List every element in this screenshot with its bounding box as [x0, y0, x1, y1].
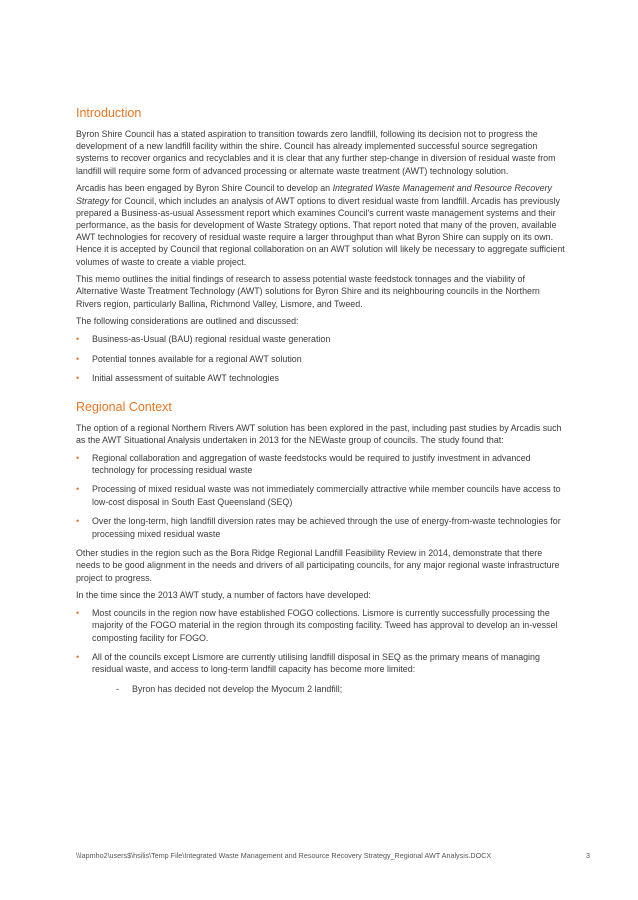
regional-paragraph-3: In the time since the 2013 AWT study, a number of factors have developed: — [76, 590, 371, 601]
list-item-text: Processing of mixed residual waste was not immediately commercially attractive while member councils have access to low-cost disposal in South East Queensland (SEQ) — [92, 484, 561, 507]
list-item-text: Potential tonnes available for a regional AWT solution — [92, 353, 302, 364]
list-item — [76, 483, 566, 507]
bullet-icon: • — [76, 516, 80, 527]
list-item — [76, 515, 566, 539]
list-item-text: All of the councils except Lismore are currently utilising landfill disposal in SEQ as the primary means of managing residual waste, and access to long-term landfill capacity has become more limited: — [92, 652, 540, 675]
bullet-icon: • — [76, 652, 80, 663]
section-heading-regional-context: Regional Context — [76, 399, 172, 414]
strategy-title-italic: Integrated Waste Management and Resource Recovery Strategy — [76, 183, 552, 206]
list-item-text: Regional collaboration and aggregation of waste feedstocks would be required to justify investment in advanced technology for processing residual waste — [92, 452, 531, 475]
document-body — [76, 105, 566, 699]
considerations-list — [76, 333, 566, 385]
footer-file-path: \\lapmho2\users$\hsilis\Temp File\Integrated Waste Management and Resource Recovery Strategy_Regional AWT Analysis.DOCX — [76, 851, 492, 860]
intro-paragraph-2-end: for Council, which includes an analysis of AWT options to divert residual waste from landfill. Arcadis has previously prepared a Business-as-usual Assessment report which examines Council's current waste management systems and their performance, as the basis for development of Waste Strategy options. That report noted that many of the proven, available AWT technologies for recovery of residual waste require a larger throughput than what Byron Shire can supply on its own. Hence it is accepted by Council that regional collaboration on an AWT solution will likely be necessary to aggregate sufficient volumes of waste to create a viable project. — [76, 195, 565, 267]
list-item-text: Most councils in the region now have established FOGO collections. Lismore is currently successfully processing the majority of the FOGO material in the region through its composting facility. Tweed has approval to develop an in-vessel composting facility for FOGO. — [92, 608, 558, 643]
bullet-icon: • — [76, 484, 80, 495]
bullet-icon: • — [76, 608, 80, 619]
intro-paragraph-2 — [76, 182, 566, 267]
dash-icon: - — [116, 684, 119, 695]
list-item — [76, 353, 566, 365]
regional-paragraph-2: Other studies in the region such as the Bora Ridge Regional Landfill Feasibility Review in 2014, demonstrate that there needs to be good alignment in the needs and drivers of all participating councils, for any major regional waste infrastructure project to progress. — [76, 548, 560, 583]
list-item-text: Initial assessment of suitable AWT technologies — [92, 373, 279, 384]
page-number: 3 — [586, 851, 590, 860]
section-heading-introduction: Introduction — [76, 106, 142, 120]
intro-paragraph-4: The following considerations are outlined and discussed: — [76, 316, 299, 327]
developments-list — [76, 607, 566, 695]
list-item-text: Over the long-term, high landfill diversion rates may be achieved through the use of energy-from-waste technologies for processing mixed residual waste — [92, 516, 561, 539]
sub-list-item-text: Byron has decided not develop the Myocum 2 landfill; — [132, 684, 343, 695]
list-item — [76, 651, 566, 675]
list-item — [76, 372, 566, 384]
bullet-icon: • — [76, 373, 80, 384]
list-item — [76, 607, 566, 644]
page-footer — [76, 851, 590, 861]
bullet-icon: • — [76, 334, 80, 345]
regional-context-section — [76, 399, 566, 696]
intro-paragraph-3: This memo outlines the initial findings of research to assess potential waste feedstock tonnages and the viability of Alternative Waste Treatment Technology (AWT) solutions for Byron Shire and its neighbouring councils in the Northern Rivers region, particularly Ballina, Richmond Valley, Lismore, and Tweed. — [76, 274, 540, 309]
study-findings-list — [76, 452, 566, 540]
bullet-icon: • — [76, 452, 80, 463]
bullet-icon: • — [76, 353, 80, 364]
intro-paragraph-2-start: Arcadis has been engaged by Byron Shire Council to develop an — [76, 183, 333, 194]
list-item — [76, 452, 566, 476]
intro-paragraph-1: Byron Shire Council has a stated aspiration to transition towards zero landfill, following its decision not to progress the development of a new landfill facility within the shire. Council has already implemented successful source segregation systems to recover organics and recyclables and it is clear that any further step-change in diversion of residual waste from landfill will require some form of advanced processing or alternate waste treatment (AWT) technology solution. — [76, 129, 556, 176]
regional-paragraph-1: The option of a regional Northern Rivers AWT solution has been explored in the past, including past studies by Arcadis such as the AWT Situational Analysis undertaken in 2013 for the NEWaste group of councils. The study found that: — [76, 422, 562, 445]
list-item-text: Business-as-Usual (BAU) regional residual waste generation — [92, 334, 331, 345]
list-item — [76, 333, 566, 345]
sub-list-item — [76, 683, 566, 695]
